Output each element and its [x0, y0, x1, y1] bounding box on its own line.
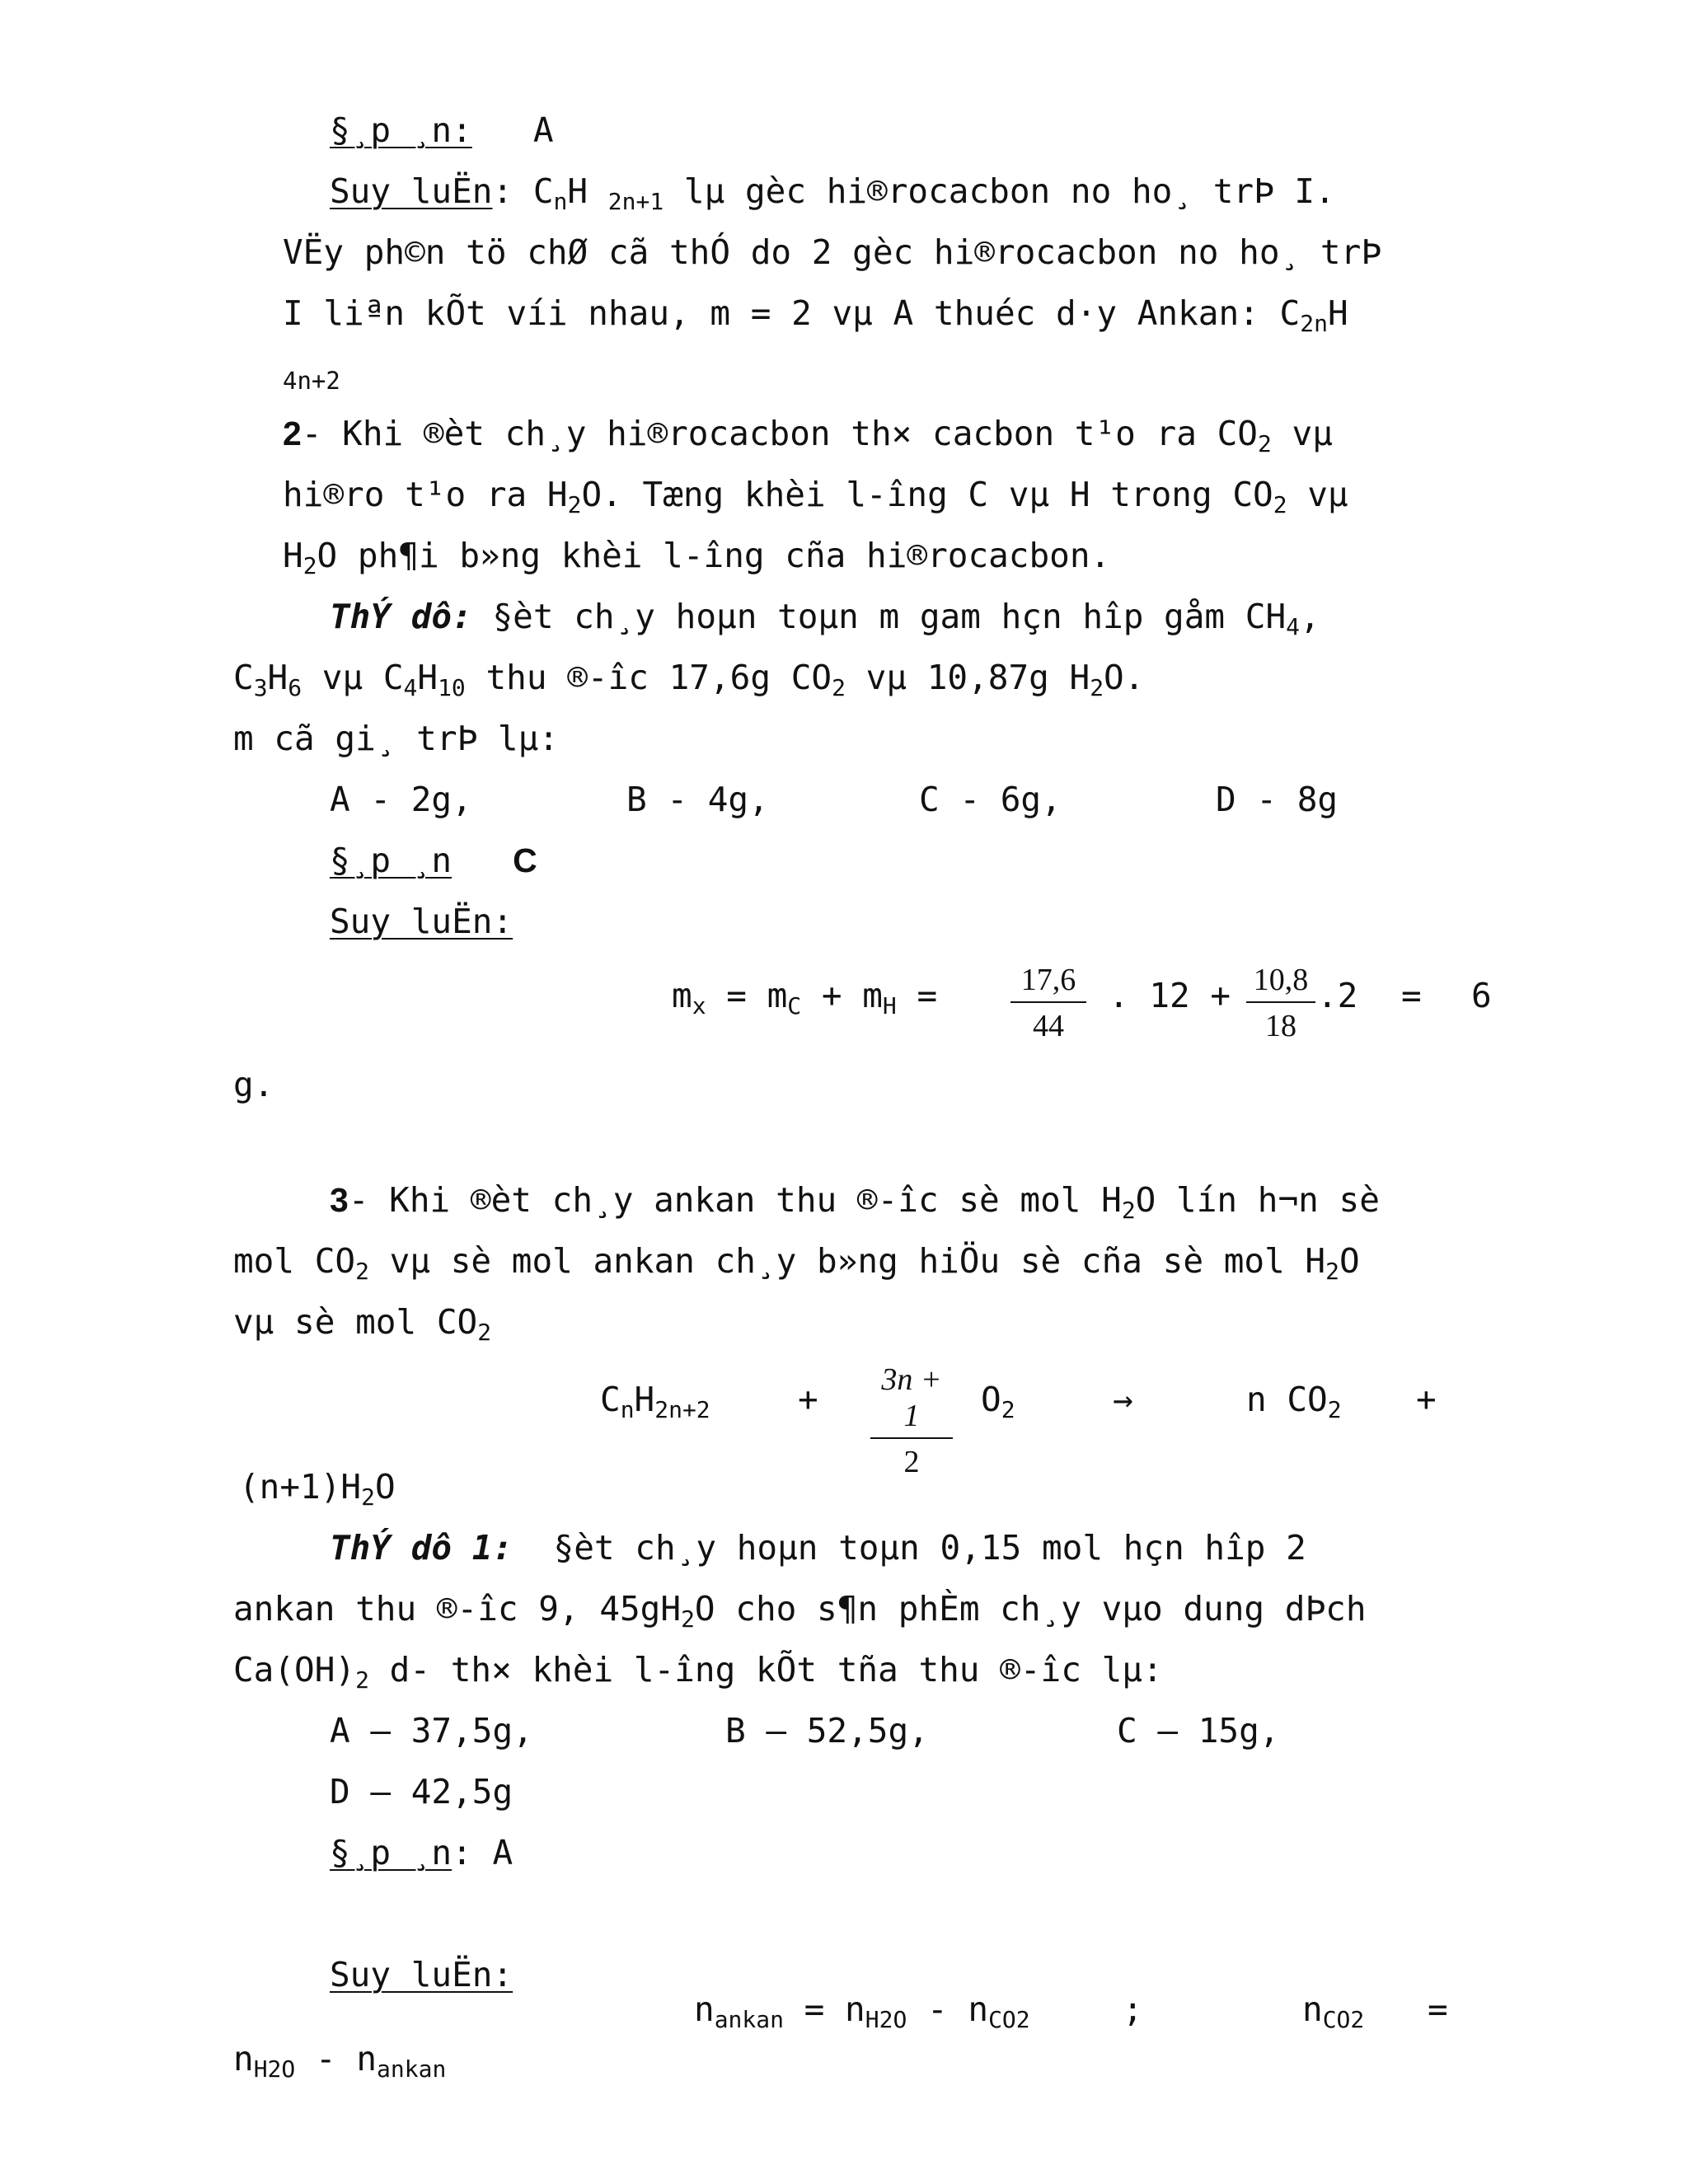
- water-product: $(n+1)H_2O$: [239, 1467, 396, 1511]
- text-line: $H_2O$ ph¶i b»ng khèi l-îng cña hi®rocacbon.: [283, 536, 1111, 579]
- equals-sign: =: [1428, 1990, 1448, 2029]
- option-a: A – 37,5g,: [330, 1711, 533, 1750]
- text-line: ankan thu ®-îc 9, $45gH_2O$ cho s¶n phÈm ch¸y vµo dung dÞch: [233, 1589, 1367, 1633]
- reasoning-line-2: Suy luËn:: [330, 902, 513, 941]
- moles-co2: $n_{CO2}$: [1302, 1990, 1365, 2033]
- example-line: ThÝ dô: §èt ch¸y hoµn toµn m gam hçn hîp gåm $CH_4$,: [330, 597, 1320, 640]
- multiplier-carbon: . 12 +: [1109, 976, 1231, 1015]
- answer-label: §¸p ¸n: [330, 841, 452, 880]
- oxygen: $O_2$: [981, 1380, 1015, 1423]
- reasoning-label: Suy luËn: [330, 171, 493, 211]
- answer-value: C: [513, 841, 537, 879]
- question-line: m cã gi¸ trÞ lµ:: [233, 719, 559, 758]
- example-label: ThÝ dô:: [330, 597, 472, 636]
- answer-value: : A: [452, 1833, 513, 1872]
- semicolon: ;: [1123, 1990, 1143, 2029]
- plus-sign: +: [798, 1380, 818, 1419]
- moles-equation: $n_{ankan} = n_{H2O} - n_{CO2}$: [694, 1990, 1030, 2033]
- section-number: 3: [330, 1181, 349, 1219]
- combustion-reactant: $C_nH_{2n+2}$: [600, 1380, 710, 1423]
- reaction-arrow: →: [1113, 1380, 1133, 1419]
- result-value: 6: [1471, 976, 1492, 1015]
- answer-line-3: [330, 1833, 513, 1872]
- fraction-hydrogen: 10,8 18: [1246, 962, 1315, 1044]
- text-line: VËy ph©n tö chØ cã thÓ do 2 gèc hi®rocacbon no ho¸ trÞ: [283, 232, 1381, 272]
- plus-sign: +: [1416, 1380, 1437, 1419]
- oxygen-coefficient-fraction: 3n + 1 2: [870, 1361, 953, 1480]
- reasoning-label: Suy luËn: [330, 902, 493, 941]
- answer-value: A: [532, 110, 554, 150]
- text-line: $Ca(OH)_2$ d- th× khèi l-îng kÕt tña thu ®-îc lµ:: [233, 1650, 1163, 1694]
- text-line: hi®ro t¹o ra $H_2O$. Tæng khèi l-îng C vµ H trong $CO_2$ vµ: [283, 475, 1348, 518]
- answer-line-2: [330, 841, 537, 880]
- text-line: I liªn kÕt víi nhau, m = 2 vµ A thuéc d·y Ankan: $C_{2n}H$: [283, 293, 1348, 337]
- answer-label: §¸p ¸n:: [330, 110, 472, 150]
- reasoning-label: Suy luËn:: [330, 1955, 513, 1994]
- example-label: ThÝ dô 1:: [330, 1528, 513, 1568]
- reasoning-line-3: [330, 1955, 513, 1994]
- reasoning-line-1: Suy luËn: $C_nH$ $_{2n+1}$ lµ gèc hi®rocacbon no ho¸ trÞ I.: [330, 171, 1335, 215]
- option-d: D - 8g: [1216, 780, 1339, 819]
- option-d: D – 42,5g: [330, 1772, 513, 1811]
- carbon-dioxide-product: n $CO_2$: [1246, 1380, 1342, 1423]
- option-b: B - 4g,: [626, 780, 769, 819]
- text-line: $C_3H_6$ vµ $C_4H_{10}$ thu ®-îc 17,6g $CO_2$ vµ 10,87g $H_2O$.: [233, 658, 1145, 701]
- subscript-continuation: 4n+2: [283, 367, 340, 395]
- section-2-heading: 2- Khi ®èt ch¸y hi®rocacbon th× cacbon t¹o ra $CO_2$ vµ: [283, 414, 1333, 457]
- fraction-carbon: 17,6 44: [1010, 962, 1086, 1044]
- moles-co2-expression: $n_{H2O} - n_{ankan}$: [233, 2039, 447, 2083]
- result-unit: g.: [233, 1065, 274, 1104]
- section-number: 2: [283, 415, 302, 452]
- answer-line-1: [330, 110, 554, 150]
- text-line: vµ sè mol $CO_2$: [233, 1302, 492, 1346]
- option-a: A - 2g,: [330, 780, 472, 819]
- answer-label: §¸p ¸n: [330, 1833, 452, 1872]
- mass-equation: $m_x = m_C + m_H$ =: [672, 976, 938, 1019]
- equals-sign: =: [1401, 976, 1422, 1015]
- text-line: mol $CO_2$ vµ sè mol ankan ch¸y b»ng hiÖu sè cña sè mol $H_2O$: [233, 1241, 1360, 1285]
- multiplier-hydrogen: .2: [1317, 976, 1358, 1015]
- example-1-line: ThÝ dô 1: §èt ch¸y hoµn toµn 0,15 mol hçn hîp 2: [330, 1528, 1306, 1568]
- option-c: C - 6g,: [919, 780, 1062, 819]
- section-3-heading: 3- Khi ®èt ch¸y ankan thu ®-îc sè mol $H_2O$ lín h¬n sè: [330, 1180, 1380, 1224]
- option-b: B – 52,5g,: [725, 1711, 929, 1750]
- option-c: C – 15g,: [1117, 1711, 1280, 1750]
